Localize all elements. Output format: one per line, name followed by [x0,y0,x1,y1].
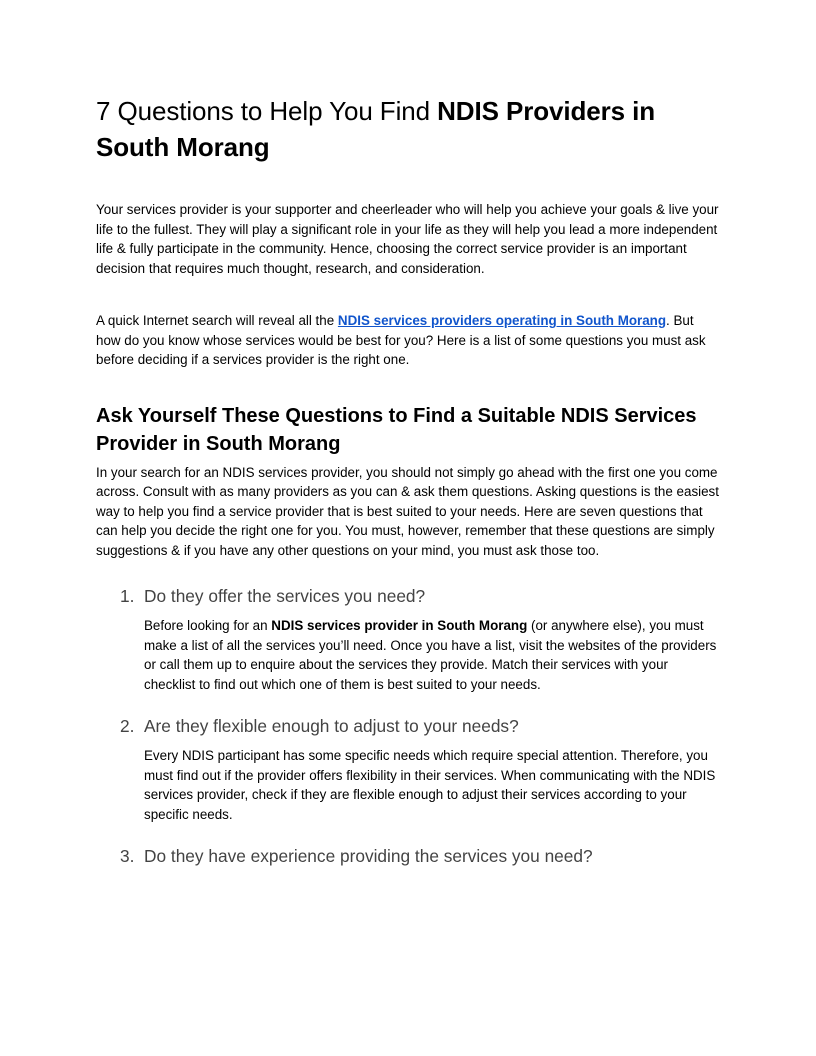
question-title: Are they flexible enough to adjust to your needs? [144,716,519,736]
question-heading [96,844,721,868]
question-heading [96,714,721,738]
question-body-bold: NDIS services provider in South Morang [271,618,528,633]
question-title: Do they have experience providing the services you need? [144,846,593,866]
questions-list [96,584,721,868]
title-bold: NDIS Providers in South Morang [96,96,656,162]
question-item-3 [96,844,721,868]
question-heading [96,584,721,608]
search-paragraph [96,311,721,370]
question-body-after: (or anywhere else), you must make a list of all the services you’ll need. Once you have a list, visit the websites of the providers or call them up to enquire about the services they provide. Match their services with your checklist to find out which one of them is best suited to your needs. [144,618,717,692]
question-number: 1. [120,586,135,606]
question-body-before: Before looking for an [144,618,272,633]
page-title [96,93,721,165]
search-text-before: A quick Internet search will reveal all the [96,313,338,328]
consult-paragraph: In your search for an NDIS services provider, you should not simply go ahead with the first one you come across. Consult with as many providers as you can & ask them questions. Asking questions is the easiest way to help you find a service provider that is best suited to your needs. Here are seven questions that can help you decide the right one for you. You must, however, remember that these questions are simply suggestions & if you have any other questions on your mind, you must ask those too. [96,464,719,558]
ndis-providers-link[interactable]: NDIS services providers operating in South Morang [337,313,667,328]
question-title: Do they offer the services you need? [144,586,426,606]
question-item-1 [96,584,721,694]
section-heading: Ask Yourself These Questions to Find a Suitable NDIS Services Provider in South Morang [96,404,697,455]
search-text-after: . But how do you know whose services would be best for you? Here is a list of some questions you must ask before deciding if a services provider is the right one. [96,313,706,367]
question-number: 3. [120,846,135,866]
document-page [96,93,721,868]
question-item-2 [96,714,721,824]
intro-paragraph: Your services provider is your supporter and cheerleader who will help you achieve your goals & live your life to the fullest. They will play a significant role in your life as they will help you lead a more independent life & fully participate in the community. Hence, choosing the correct service provider is an important decision that requires much thought, research, and consideration. [96,202,719,276]
question-body [144,616,721,694]
question-body: Every NDIS participant has some specific needs which require special attention. Therefore, you must find out if the provider offers flexibility in their services. When communicating with the NDIS services provider, check if they are flexible enough to adjust their services according to your specific needs. [144,748,716,822]
title-prefix: 7 Questions to Help You Find [96,96,438,126]
question-number: 2. [120,716,135,736]
